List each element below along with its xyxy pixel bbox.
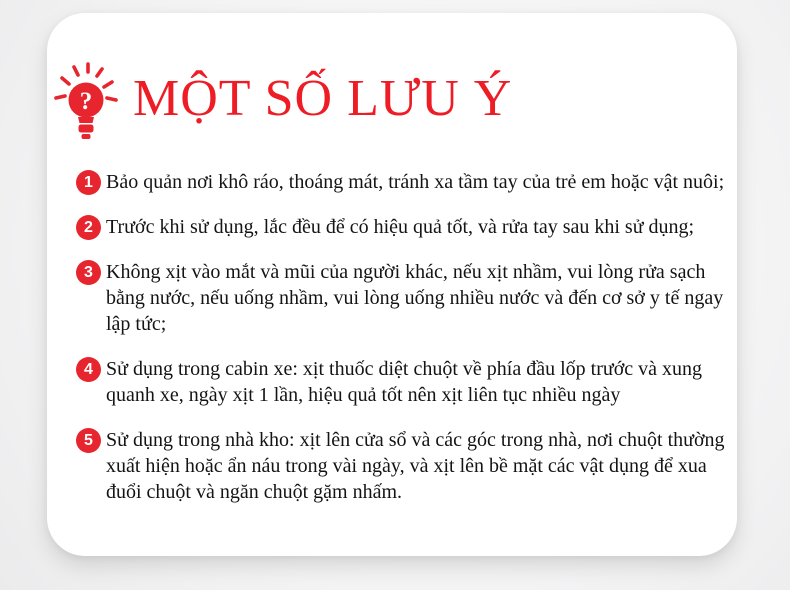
lightbulb-question-icon	[52, 62, 120, 142]
note-item	[76, 259, 725, 337]
note-text: Bảo quản nơi khô ráo, thoáng mát, tránh xa tầm tay của trẻ em hoặc vật nuôi;	[106, 171, 725, 193]
note-number-badge: 2	[76, 215, 101, 240]
note-number-badge: 3	[76, 260, 101, 285]
header	[52, 59, 512, 145]
note-text: Sử dụng trong nhà kho: xịt lên cửa sổ và các góc trong nhà, nơi chuột thường xuất hiện hoặc ẩn náu trong vài ngày, và xịt lên bề mặt các vật dụng để xua đuổi chuột và ngăn chuột gặm nhấm.	[106, 429, 725, 503]
note-text: Sử dụng trong cabin xe: xịt thuốc diệt chuột về phía đầu lốp trước và xung quanh xe, ngày xịt 1 lần, hiệu quả tốt nên xịt liên tục nhiều ngày	[106, 358, 703, 406]
svg-text:?: ?	[79, 88, 93, 115]
notes-list	[76, 169, 725, 524]
note-item	[76, 356, 725, 408]
note-text: Trước khi sử dụng, lắc đều để có hiệu quả tốt, và rửa tay sau khi sử dụng;	[106, 216, 695, 238]
note-number-badge: 1	[76, 170, 101, 195]
note-item	[76, 214, 725, 240]
note-number-badge: 4	[76, 357, 101, 382]
notes-card	[47, 13, 737, 556]
note-item	[76, 169, 725, 195]
page-title: MỘT SỐ LƯU Ý	[133, 70, 513, 127]
note-text: Không xịt vào mắt và mũi của người khác, nếu xịt nhầm, vui lòng rửa sạch bằng nước, nếu uống nhầm, vui lòng uống nhiều nước và đến cơ sở y tế ngay lập tức;	[106, 261, 724, 335]
note-number-badge: 5	[76, 428, 101, 453]
note-item	[76, 427, 725, 505]
